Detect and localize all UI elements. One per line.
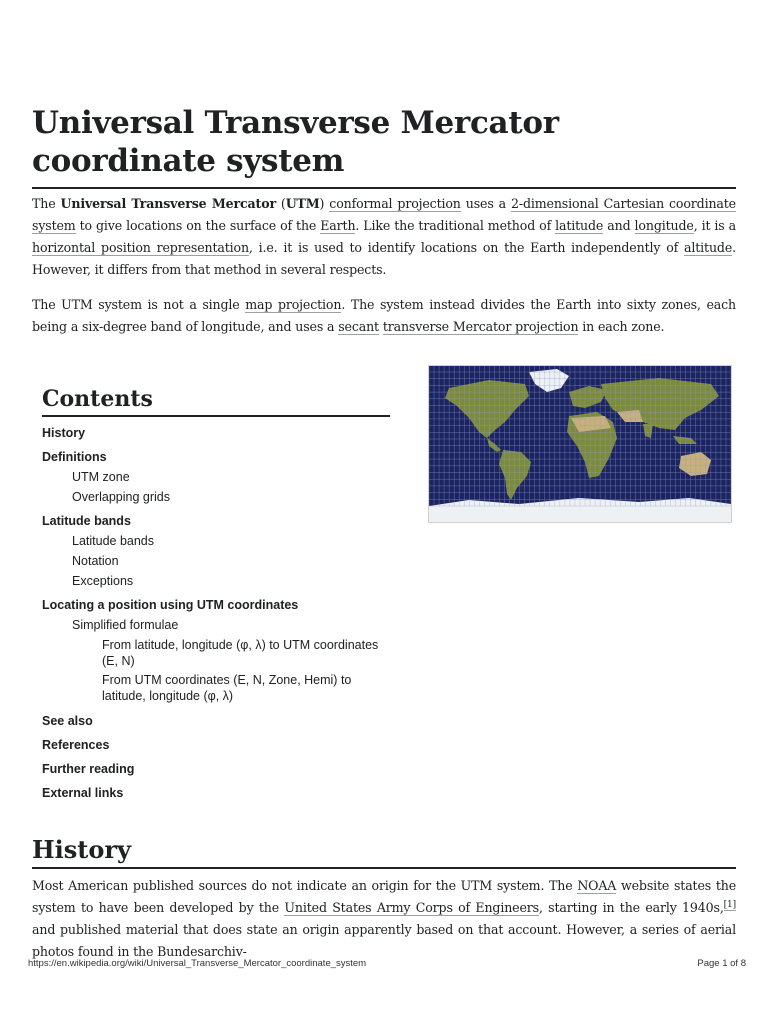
title-line-1: Universal Transverse Mercator [32,105,559,141]
toc-item-history[interactable]: History [42,426,86,440]
toc-item-external-links[interactable]: External links [42,786,124,800]
toc-item-utm-zone[interactable]: UTM zone [72,470,130,484]
link-earth[interactable]: Earth [320,218,356,233]
toc-item-latitude-bands[interactable]: Latitude bands [72,534,155,548]
history-paragraph [32,875,736,963]
text: . However, it differs from that method in several respects. [32,240,737,277]
toc-item-notation[interactable]: Notation [72,554,119,568]
print-footer [0,958,768,972]
link-map-projection[interactable]: map projection [245,297,342,312]
text: and published material that does state an origin apparently based on that account. However, a series of aerial photos found in the Bundesarchiv- [32,922,736,959]
text: , starting in the early 1940s, [538,900,724,915]
link-conformal-projection[interactable]: conformal projection [329,196,461,211]
text: uses a [460,196,511,211]
link-transverse-mercator[interactable]: transverse Mercator projection [382,319,579,334]
bold-term: UTM [285,196,320,211]
toc-list [42,423,390,803]
toc-item-exceptions[interactable]: Exceptions [72,574,134,588]
toc-item-simplified-formulae[interactable]: Simplified formulae [72,618,179,632]
text: The [32,196,61,211]
toc-item-latitude-bands-section[interactable]: Latitude bands [42,514,131,528]
page-number: Page 1 of 8 [697,958,746,969]
link-cartesian-coordinate-system[interactable]: 2-dimensional Cartesian coordinate system [32,196,736,233]
toc-item-overlapping-grids[interactable]: Overlapping grids [72,490,170,504]
toc-rule [42,415,390,417]
toc-item-locating-position[interactable]: Locating a position using UTM coordinates [42,598,299,612]
toc-item-references[interactable]: References [42,738,110,752]
text: . Like the traditional method of [355,218,556,233]
text: , it is a [693,218,736,233]
text: , i.e. it is used to identify locations on the Earth independently of [248,240,685,255]
text: and [603,218,635,233]
toc-title: Contents [42,386,153,412]
link-horizontal-position[interactable]: horizontal position representation [32,240,249,255]
table-of-contents [42,384,390,803]
history-heading: History [32,835,131,864]
history-rule [32,867,736,869]
footer-url: https://en.wikipedia.org/wiki/Universal_Transverse_Mercator_coordinate_system [28,958,367,969]
toc-item-further-reading[interactable]: Further reading [42,762,135,776]
text: Most American published sources do not indicate an origin for the UTM system. The [32,878,578,893]
citation-1[interactable]: [1] [723,899,736,910]
link-army-corps-of-engineers[interactable]: United States Army Corps of Engineers [284,900,539,915]
intro-paragraph [32,193,736,281]
link-noaa[interactable]: NOAA [577,878,617,893]
title-line-2: coordinate system [32,143,345,179]
toc-item-see-also[interactable]: See also [42,714,93,728]
text: in each zone. [578,319,665,334]
page-title [32,104,736,180]
utm-zones-paragraph [32,294,736,338]
text: . The system instead divides the Earth into sixty zones, each being a six-degree band of longitude, and uses a [32,297,737,334]
utm-grid-lines [429,366,731,506]
link-longitude[interactable]: longitude [634,218,694,233]
bold-term: Universal Transverse Mercator [60,196,276,211]
text: to give locations on the surface of the [75,218,321,233]
toc-item-utm-to-latlon[interactable]: From UTM coordinates (E, N, Zone, Hemi) to latitude, longitude (φ, λ) [102,673,352,703]
toc-item-definitions[interactable]: Definitions [42,450,107,464]
link-altitude[interactable]: altitude [684,240,733,255]
text: The UTM system is not a single [32,297,246,312]
text: ) [319,196,330,211]
toc-item-latlon-to-utm[interactable]: From latitude, longitude (φ, λ) to UTM coordinates (E, N) [102,638,379,668]
world-map-image [429,366,731,522]
text: ( [275,196,286,211]
title-rule [32,187,736,189]
text: website states the system to have been developed by the [32,878,737,915]
link-latitude[interactable]: latitude [555,218,604,233]
link-secant[interactable]: secant [338,319,379,334]
utm-zones-world-map[interactable] [428,365,732,523]
